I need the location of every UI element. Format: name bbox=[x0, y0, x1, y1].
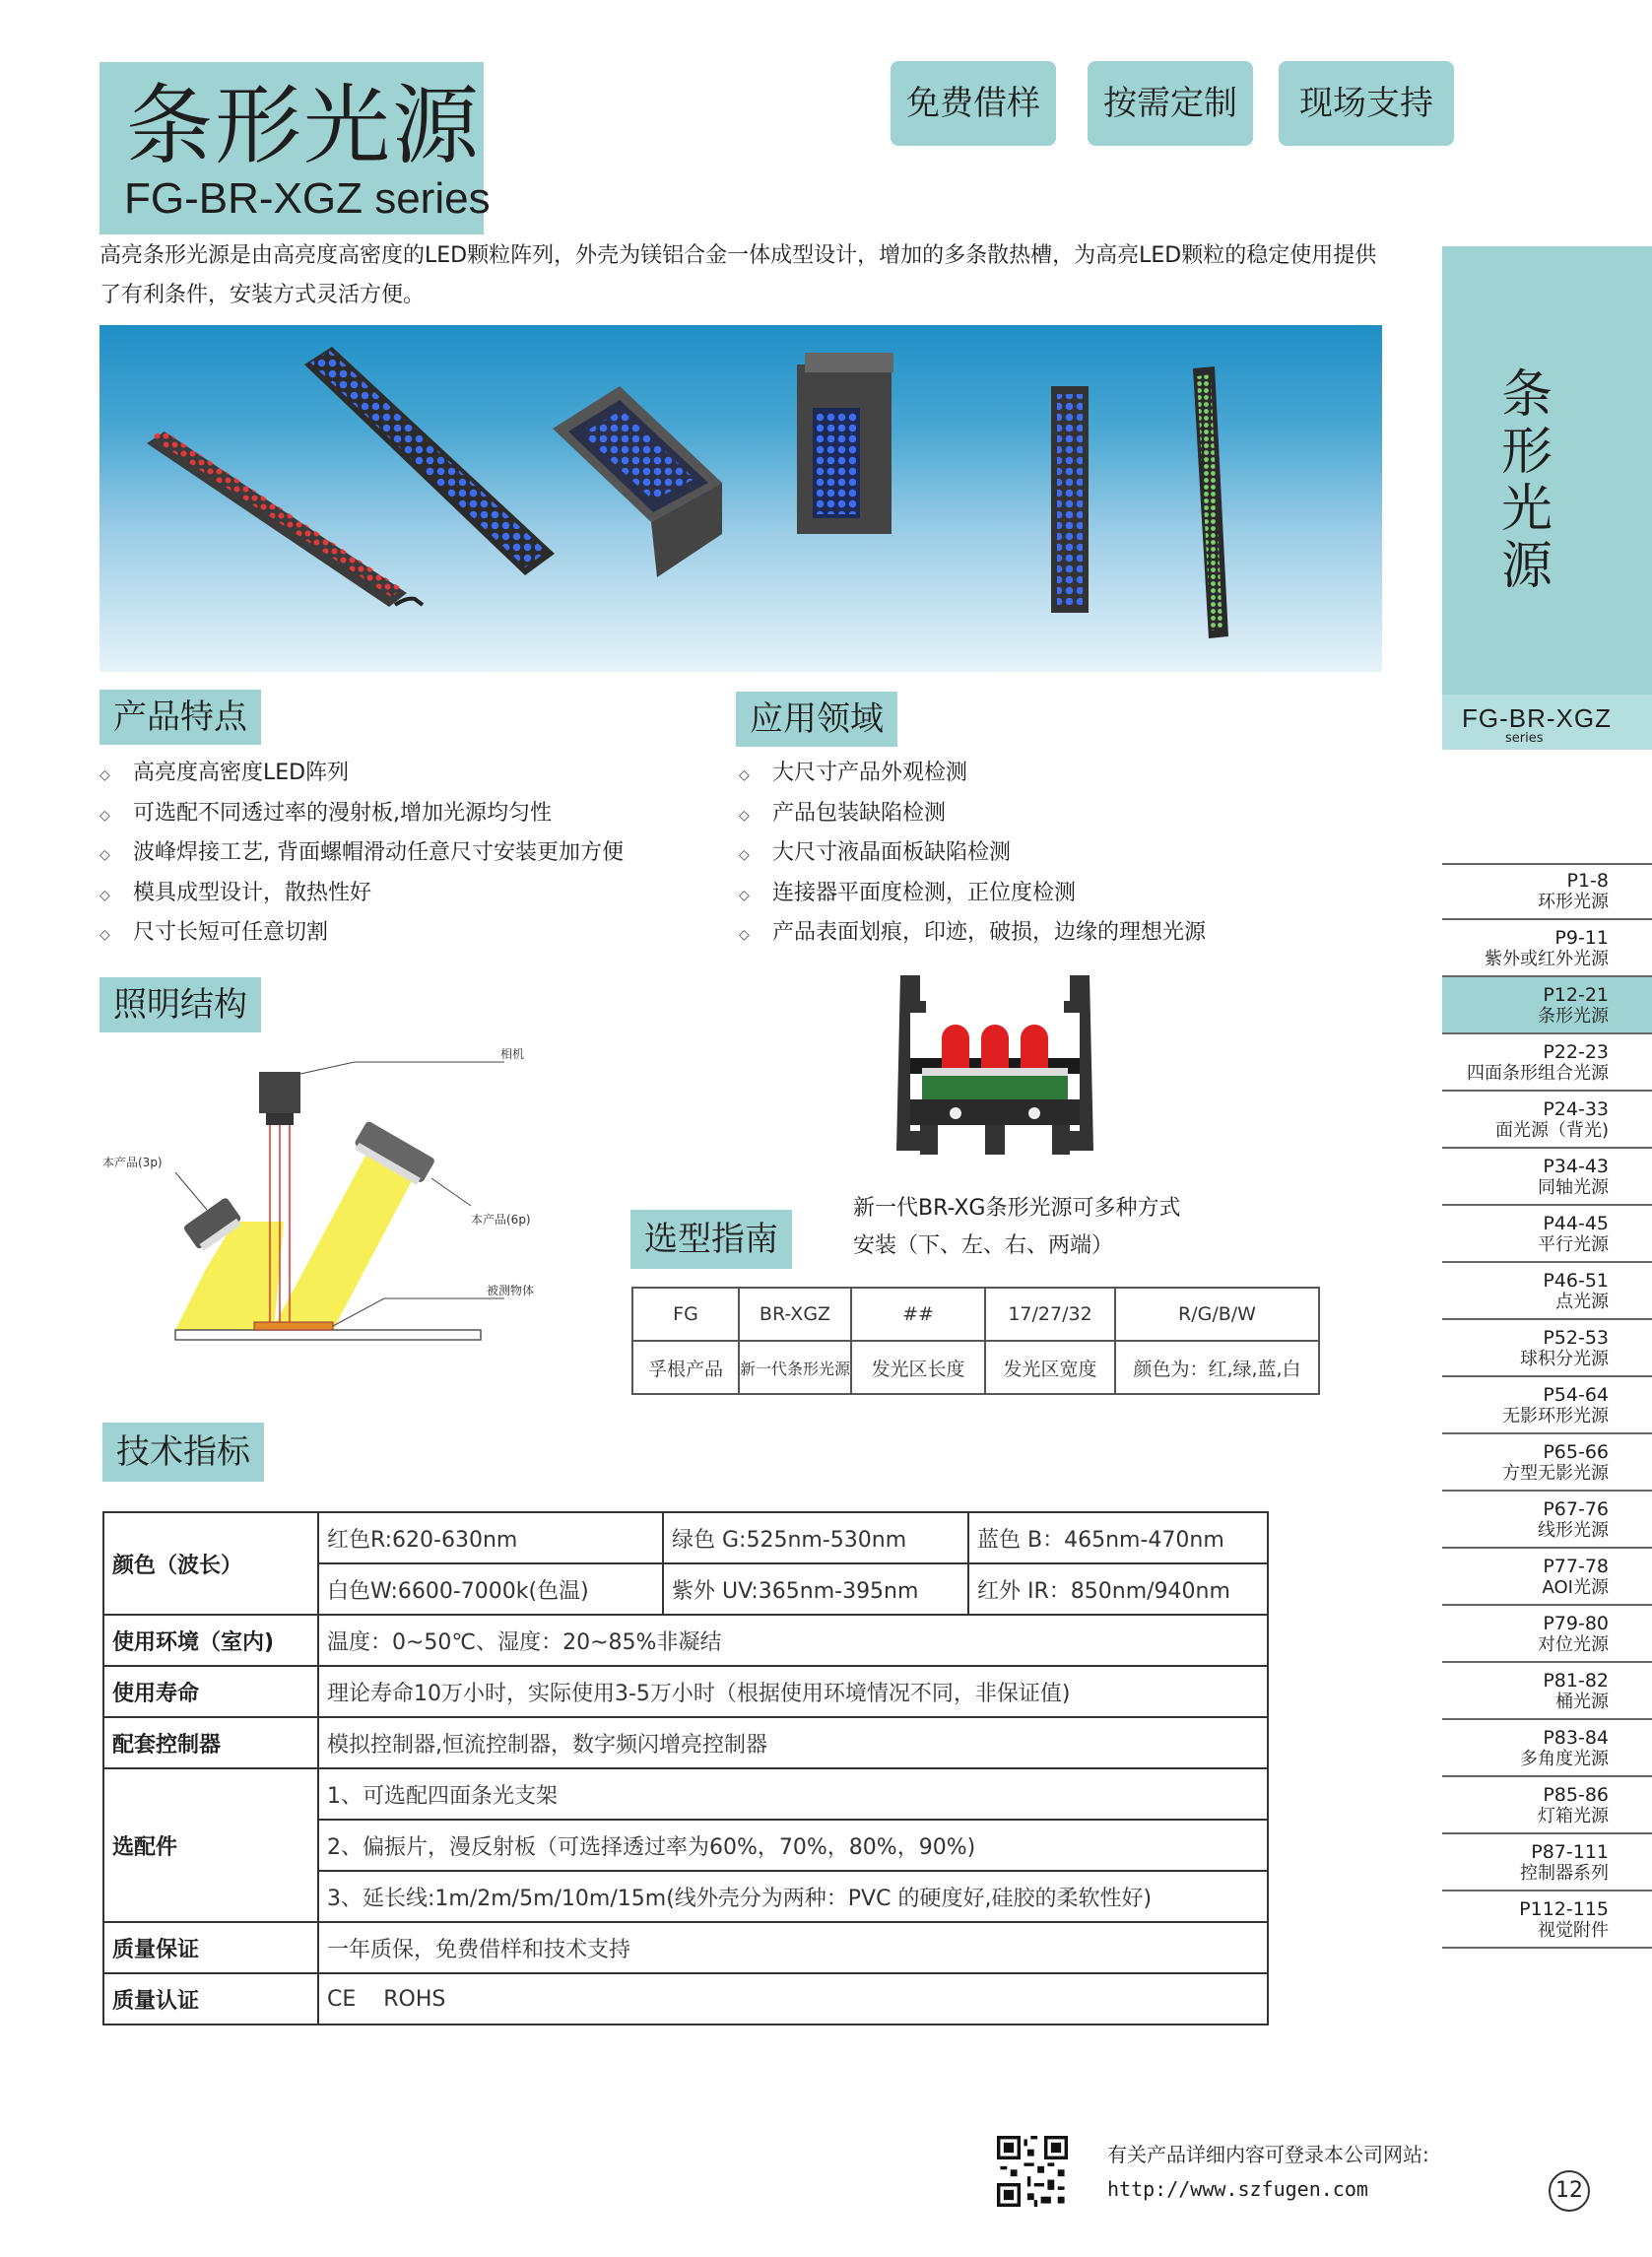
sidebar-item-pages: P9-11 bbox=[1554, 927, 1609, 949]
sidebar-item-p65-66[interactable] bbox=[1442, 1434, 1652, 1492]
table-cell: CE ROHS bbox=[318, 1973, 1268, 2025]
table-cell: FG bbox=[632, 1288, 739, 1341]
list-item: ◇ 高亮度高密度LED阵列 bbox=[99, 755, 624, 795]
blue-block-light bbox=[553, 386, 722, 577]
diamond-bullet-icon: ◇ bbox=[739, 927, 750, 943]
product-3p-label: 本产品(3p) bbox=[102, 1156, 163, 1169]
table-cell: 紫外 UV:365nm-395nm bbox=[663, 1563, 968, 1615]
list-item: ◇ 可选配不同透过率的漫射板,增加光源均匀性 bbox=[99, 795, 624, 835]
table-row bbox=[103, 1768, 1268, 1820]
table-cell: BR-XGZ bbox=[739, 1288, 851, 1341]
sidebar-item-label: 条形光源 bbox=[1538, 1006, 1609, 1027]
table-cell: 一年质保，免费借样和技术支持 bbox=[318, 1922, 1268, 1973]
row-header: 使用寿命 bbox=[103, 1666, 318, 1717]
applications-list bbox=[739, 755, 1206, 955]
table-cell: 1、可选配四面条光支架 bbox=[318, 1768, 1268, 1820]
sidebar-item-label: 环形光源 bbox=[1538, 892, 1609, 912]
bar-light-profile-image bbox=[887, 975, 1103, 1172]
object-label: 被测物体 bbox=[487, 1284, 535, 1297]
table-cell: 白色W:6600-7000k(色温) bbox=[318, 1563, 663, 1615]
page-title: 条形光源 bbox=[126, 75, 482, 176]
row-header: 质量保证 bbox=[103, 1922, 318, 1973]
sidebar-item-label: 平行光源 bbox=[1538, 1234, 1609, 1255]
sidebar-item-p9-11[interactable] bbox=[1442, 920, 1652, 977]
table-cell: 3、延长线:1m/2m/5m/10m/15m(线外壳分为两种：PVC 的硬度好,硅胶的柔软性好) bbox=[318, 1871, 1268, 1922]
sidebar-item-p12-21[interactable] bbox=[1442, 977, 1652, 1034]
sidebar-nav-list bbox=[1442, 863, 1652, 1949]
list-item: ◇ 产品包装缺陷检测 bbox=[739, 795, 1206, 835]
sidebar-item-pages: P85-86 bbox=[1543, 1784, 1609, 1806]
custom-order-button[interactable]: 按需定制 bbox=[1088, 61, 1253, 146]
row-header: 质量认证 bbox=[103, 1973, 318, 2025]
specs-heading: 技术指标 bbox=[102, 1423, 264, 1482]
slim-green-light bbox=[1193, 366, 1228, 638]
table-row bbox=[103, 1717, 1268, 1768]
square-block-light bbox=[797, 353, 893, 534]
sidebar-item-label: 球积分光源 bbox=[1520, 1349, 1609, 1369]
sidebar-item-p81-82[interactable] bbox=[1442, 1663, 1652, 1720]
profile-caption bbox=[853, 1190, 1180, 1265]
intro-paragraph: 高亮条形光源是由高亮度高密度的LED颗粒阵列，外壳为镁铝合金一体成型设计，增加的多条散热槽，为高亮LED颗粒的稳定使用提供了有利条件，安装方式灵活方便。 bbox=[99, 243, 1377, 307]
sidebar-item-pages: P22-23 bbox=[1543, 1041, 1609, 1063]
sidebar-series-sub: series bbox=[1505, 731, 1544, 746]
sidebar-item-label: 视觉附件 bbox=[1538, 1920, 1609, 1941]
table-cell: 温度：0~50℃、湿度：20~85%非凝结 bbox=[318, 1615, 1268, 1666]
sidebar-item-p44-45[interactable] bbox=[1442, 1206, 1652, 1263]
sidebar-item-label: 桶光源 bbox=[1555, 1692, 1609, 1712]
row-header: 使用环境（室内) bbox=[103, 1615, 318, 1666]
sidebar-item-p52-53[interactable] bbox=[1442, 1320, 1652, 1377]
series-subtitle: FG-BR-XGZ series bbox=[124, 174, 491, 223]
sidebar-item-pages: P52-53 bbox=[1543, 1327, 1609, 1349]
diamond-bullet-icon: ◇ bbox=[99, 927, 110, 943]
table-cell: 理论寿命10万小时，实际使用3-5万小时（根据使用环境情况不同，非保证值) bbox=[318, 1666, 1268, 1717]
list-item: ◇ 模具成型设计，散热性好 bbox=[99, 875, 624, 915]
sidebar-item-pages: P34-43 bbox=[1543, 1156, 1609, 1177]
features-heading: 产品特点 bbox=[99, 690, 261, 745]
sidebar-item-p1-8[interactable] bbox=[1442, 863, 1652, 920]
qr-code-icon bbox=[997, 2136, 1068, 2207]
table-cell: 红外 IR：850nm/940nm bbox=[968, 1563, 1268, 1615]
list-item: ◇ 大尺寸液晶面板缺陷检测 bbox=[739, 834, 1206, 875]
sidebar-item-p77-78[interactable] bbox=[1442, 1549, 1652, 1606]
sidebar-item-pages: P81-82 bbox=[1543, 1670, 1609, 1692]
sidebar-item-p46-51[interactable] bbox=[1442, 1263, 1652, 1320]
structure-heading: 照明结构 bbox=[99, 977, 261, 1032]
sidebar-item-pages: P46-51 bbox=[1543, 1270, 1609, 1292]
sidebar-item-label: 点光源 bbox=[1555, 1292, 1609, 1312]
sidebar-item-p79-80[interactable] bbox=[1442, 1606, 1652, 1663]
table-cell: 孚根产品 bbox=[632, 1341, 739, 1394]
list-item: ◇ 尺寸长短可任意切割 bbox=[99, 914, 624, 955]
table-cell: 新一代条形光源 bbox=[739, 1341, 851, 1394]
table-row bbox=[103, 1666, 1268, 1717]
product-banner bbox=[99, 325, 1382, 672]
diamond-bullet-icon: ◇ bbox=[99, 767, 110, 783]
sidebar-item-p87-111[interactable] bbox=[1442, 1834, 1652, 1892]
sidebar-item-pages: P79-80 bbox=[1543, 1613, 1609, 1634]
row-header: 配套控制器 bbox=[103, 1717, 318, 1768]
sidebar-item-label: 紫外或红外光源 bbox=[1485, 949, 1609, 969]
table-row bbox=[103, 1922, 1268, 1973]
table-cell: 17/27/32 bbox=[985, 1288, 1115, 1341]
sidebar-item-p83-84[interactable] bbox=[1442, 1720, 1652, 1777]
table-cell: 颜色为：红,绿,蓝,白 bbox=[1115, 1341, 1319, 1394]
sidebar-item-p34-43[interactable] bbox=[1442, 1149, 1652, 1206]
sidebar-item-p112-115[interactable] bbox=[1442, 1892, 1652, 1949]
table-cell: ## bbox=[851, 1288, 985, 1341]
sidebar-item-label: 灯箱光源 bbox=[1538, 1806, 1609, 1826]
sidebar-item-pages: P1-8 bbox=[1566, 870, 1609, 892]
blue-bar-light bbox=[304, 347, 555, 575]
diamond-bullet-icon: ◇ bbox=[739, 847, 750, 863]
table-cell: 模拟控制器,恒流控制器，数字频闪增亮控制器 bbox=[318, 1717, 1268, 1768]
lighting-structure-diagram bbox=[97, 1034, 609, 1350]
list-item: ◇ 波峰焊接工艺, 背面螺帽滑动任意尺寸安装更加方便 bbox=[99, 834, 624, 875]
table-cell: 发光区宽度 bbox=[985, 1341, 1115, 1394]
table-cell: 红色R:620-630nm bbox=[318, 1512, 663, 1563]
sidebar-item-p24-33[interactable] bbox=[1442, 1092, 1652, 1149]
sidebar-item-label: 对位光源 bbox=[1538, 1634, 1609, 1655]
website-link[interactable]: http://www.szfugen.com bbox=[1107, 2177, 1368, 2201]
table-row bbox=[632, 1288, 1319, 1341]
row-header: 颜色（波长） bbox=[103, 1512, 318, 1615]
table-cell: 发光区长度 bbox=[851, 1341, 985, 1394]
sidebar-item-pages: P112-115 bbox=[1519, 1898, 1609, 1920]
table-cell: 2、偏振片，漫反射板（可选择透过率为60%，70%，80%，90%) bbox=[318, 1820, 1268, 1871]
sidebar-item-label: 同轴光源 bbox=[1538, 1177, 1609, 1198]
caption-line: 新一代BR-XG条形光源可多种方式 bbox=[853, 1196, 1181, 1221]
table-row bbox=[632, 1341, 1319, 1394]
sidebar-item-label: 线形光源 bbox=[1538, 1520, 1609, 1541]
sidebar-series-code: FG-BR-XGZ bbox=[1462, 703, 1612, 733]
sidebar-item-label: 多角度光源 bbox=[1520, 1749, 1609, 1769]
table-cell: R/G/B/W bbox=[1115, 1288, 1319, 1341]
table-row bbox=[103, 1973, 1268, 2025]
caption-line: 安装（下、左、右、两端） bbox=[853, 1233, 1114, 1258]
footer-note: 有关产品详细内容可登录本公司网站: bbox=[1107, 2143, 1429, 2166]
selection-guide-heading: 选型指南 bbox=[630, 1210, 792, 1269]
diamond-bullet-icon: ◇ bbox=[99, 847, 110, 863]
diamond-bullet-icon: ◇ bbox=[739, 767, 750, 783]
sidebar-item-label: 方型无影光源 bbox=[1502, 1463, 1609, 1484]
sidebar-item-pages: P24-33 bbox=[1543, 1098, 1609, 1120]
list-item: ◇ 大尺寸产品外观检测 bbox=[739, 755, 1206, 795]
features-list bbox=[99, 755, 624, 955]
sidebar-item-label: 无影环形光源 bbox=[1502, 1406, 1609, 1427]
sidebar-item-pages: P44-45 bbox=[1543, 1213, 1609, 1234]
sidebar-item-p67-76[interactable] bbox=[1442, 1492, 1652, 1549]
diamond-bullet-icon: ◇ bbox=[99, 807, 110, 824]
product-photos bbox=[99, 325, 1382, 672]
list-item: ◇ 产品表面划痕，印迹，破损，边缘的理想光源 bbox=[739, 914, 1206, 955]
table-row bbox=[103, 1615, 1268, 1666]
sidebar-item-p54-64[interactable] bbox=[1442, 1377, 1652, 1434]
sidebar-item-pages: P67-76 bbox=[1543, 1498, 1609, 1520]
product-6p-label: 本产品(6p) bbox=[471, 1213, 531, 1227]
sidebar-item-label: AOI光源 bbox=[1542, 1577, 1609, 1598]
onsite-support-button[interactable]: 现场支持 bbox=[1279, 61, 1454, 146]
sidebar-category-label: 条形光源 bbox=[1500, 365, 1553, 596]
sidebar-item-p22-23[interactable] bbox=[1442, 1034, 1652, 1092]
list-item: ◇ 连接器平面度检测，正位度检测 bbox=[739, 875, 1206, 915]
applications-heading: 应用领域 bbox=[736, 692, 897, 747]
sidebar-item-pages: P12-21 bbox=[1543, 984, 1609, 1006]
sidebar-item-pages: P83-84 bbox=[1543, 1727, 1609, 1749]
sidebar-item-pages: P87-111 bbox=[1531, 1841, 1609, 1863]
selection-guide-table bbox=[631, 1287, 1320, 1395]
slim-blue-light bbox=[1051, 386, 1089, 613]
specs-table bbox=[102, 1511, 1269, 2025]
table-cell: 绿色 G:525nm-530nm bbox=[663, 1512, 968, 1563]
sidebar-item-pages: P54-64 bbox=[1543, 1384, 1609, 1406]
diamond-bullet-icon: ◇ bbox=[739, 807, 750, 824]
sidebar-item-p85-86[interactable] bbox=[1442, 1777, 1652, 1834]
table-cell: 蓝色 B：465nm-470nm bbox=[968, 1512, 1268, 1563]
diamond-bullet-icon: ◇ bbox=[99, 887, 110, 903]
free-sample-button[interactable]: 免费借样 bbox=[891, 61, 1056, 146]
row-header: 选配件 bbox=[103, 1768, 318, 1922]
page-number: 12 bbox=[1549, 2170, 1590, 2212]
diamond-bullet-icon: ◇ bbox=[739, 887, 750, 903]
sidebar-item-label: 控制器系列 bbox=[1520, 1863, 1609, 1884]
sidebar-item-label: 面光源（背光) bbox=[1494, 1120, 1609, 1141]
sidebar-item-pages: P77-78 bbox=[1543, 1556, 1609, 1577]
camera-label: 相机 bbox=[500, 1047, 525, 1061]
sidebar-item-pages: P65-66 bbox=[1543, 1441, 1609, 1463]
red-bar-light bbox=[147, 430, 423, 607]
sidebar-item-label: 四面条形组合光源 bbox=[1467, 1063, 1609, 1084]
table-row bbox=[103, 1512, 1268, 1563]
